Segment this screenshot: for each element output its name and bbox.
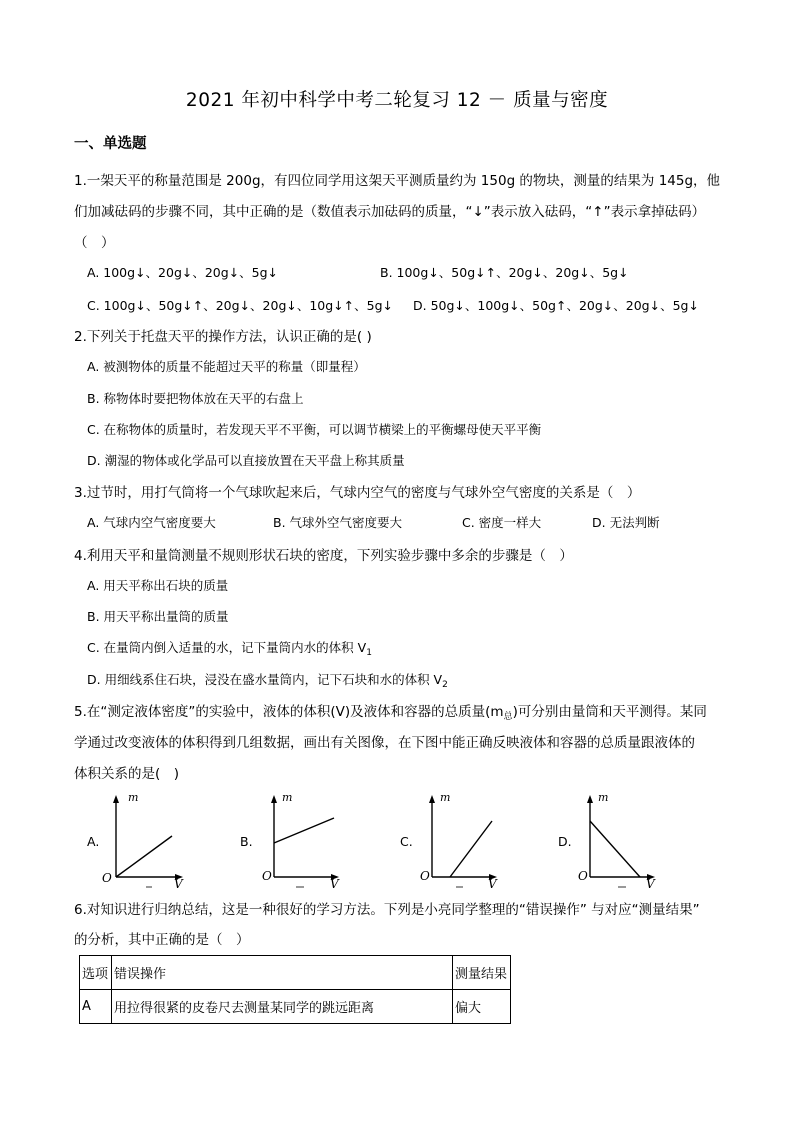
q4-option-c[interactable] [87, 638, 372, 663]
graph-d-line [590, 821, 640, 877]
q6-table [79, 955, 511, 1024]
q4-option-b[interactable]: B. 用天平称出量筒的质量 [87, 609, 229, 624]
q1-option-d[interactable]: D. 50g↓、100g↓、50g↑、20g↓、20g↓、5g↓ [413, 298, 699, 313]
q4-option-c-text: C. 在量筒内倒入适量的水，记下量筒内水的体积 V [87, 640, 367, 655]
q2-option-d[interactable]: D. 潮湿的物体或化学品可以直接放置在天平盘上称其质量 [87, 453, 405, 468]
q4-option-d[interactable] [87, 670, 448, 695]
graph-a-v-label: V [174, 877, 183, 891]
q4-option-a[interactable]: A. 用天平称出石块的质量 [87, 578, 229, 593]
table-header-operation: 错误操作 [112, 956, 453, 990]
graph-a-y-arrow [113, 795, 119, 803]
q1-stem-line-3: （ ） [74, 235, 115, 251]
table-cell-operation: 用拉得很紧的皮卷尺去测量某同学的跳远距离 [112, 990, 453, 1024]
table-row [80, 990, 511, 1024]
graph-a-origin: O [102, 871, 112, 885]
q5-graph-b-label[interactable]: B. [240, 834, 253, 849]
q6-stem-line-2: 的分析，其中正确的是（ ） [74, 932, 250, 948]
table-header-option: 选项 [80, 956, 112, 990]
q3-option-c[interactable]: C. 密度一样大 [462, 515, 542, 530]
q4-option-c-subscript: 1 [366, 648, 372, 658]
graph-b-y-arrow [271, 795, 277, 803]
q4-option-d-subscript: 2 [442, 680, 448, 690]
graph-a-m-label: m [128, 791, 139, 804]
table-cell-option: A [80, 990, 112, 1024]
q2-option-b[interactable]: B. 称物体时要把物体放在天平的右盘上 [87, 391, 304, 406]
q1-option-b[interactable]: B. 100g↓、50g↓↑、20g↓、20g↓、5g↓ [380, 265, 629, 280]
graph-d-m-label: m [598, 791, 609, 804]
graph-c-v-label: V [488, 877, 497, 891]
table-cell-result: 偏大 [453, 990, 511, 1024]
q3-option-a[interactable]: A. 气球内空气密度要大 [87, 515, 216, 530]
q5-stem-line-3: 体积关系的是( ) [74, 766, 180, 782]
q5-graph-d-svg [578, 793, 678, 891]
q5-graph-b-svg [262, 793, 362, 891]
q5-stem-line-1-text: 5.在“测定液体密度”的实验中，液体的体积(V)及液体和容器的总质量(m [74, 704, 504, 720]
q5-graph-b[interactable] [262, 793, 362, 891]
graph-d-y-arrow [587, 795, 593, 803]
graph-a-line [116, 836, 172, 877]
q5-stem-line-1 [74, 701, 707, 728]
page-title: 2021 年初中科学中考二轮复习 12 － 质量与密度 [185, 90, 609, 111]
graph-b-m-label: m [282, 791, 293, 804]
q5-stem-line-2: 学通过改变液体的体积得到几组数据，画出有关图像，在下图中能正确反映液体和容器的总质量跟液体的 [74, 735, 695, 751]
graph-c-line [450, 821, 492, 877]
graph-b-origin: O [262, 869, 272, 883]
q5-graph-c-svg [420, 793, 520, 891]
graph-d-v-label: V [646, 877, 655, 891]
graph-c-y-arrow [429, 795, 435, 803]
q1-option-c[interactable]: C. 100g↓、50g↓↑、20g↓、20g↓、10g↓↑、5g↓ [87, 298, 394, 313]
table-header-row [80, 956, 511, 990]
q5-graph-a-label[interactable]: A. [87, 834, 100, 849]
q5-graph-c[interactable] [420, 793, 520, 891]
q2-stem: 2.下列关于托盘天平的操作方法，认识正确的是( ) [74, 329, 372, 345]
q4-option-d-text: D. 用细线系住石块，浸没在盛水量筒内，记下石块和水的体积 V [87, 672, 443, 687]
q1-stem-line-1: 1.一架天平的称量范围是 200g，有四位同学用这架天平测质量约为 150g 的物块，测量的结果为 145g，他 [74, 173, 721, 189]
q5-stem-line-1-end: )可分别由量筒和天平测得。某同 [512, 704, 707, 720]
table-header-result: 测量结果 [453, 956, 511, 990]
graph-d-origin: O [578, 869, 588, 883]
q5-graph-a-svg [100, 793, 200, 891]
q5-mass-subscript: 总 [503, 712, 513, 722]
q1-stem-line-2: 们加减砝码的步骤不同，其中正确的是（数值表示加砝码的质量，“↓”表示放入砝码，“↑”表示拿掉砝码） [74, 204, 706, 220]
q3-option-b[interactable]: B. 气球外空气密度要大 [273, 515, 403, 530]
q3-stem: 3.过节时，用打气筒将一个气球吹起来后，气球内空气的密度与气球外空气密度的关系是（ ） [74, 485, 641, 501]
q3-option-d[interactable]: D. 无法判断 [592, 515, 660, 530]
q5-graph-c-label[interactable]: C. [400, 834, 413, 849]
graph-b-line [274, 818, 334, 843]
q5-graph-a[interactable] [100, 793, 200, 891]
q2-option-c[interactable]: C. 在称物体的质量时，若发现天平不平衡，可以调节横梁上的平衡螺母使天平平衡 [87, 422, 542, 437]
graph-c-origin: O [420, 869, 430, 883]
section-heading: 一、单选题 [74, 136, 147, 152]
graph-c-m-label: m [440, 791, 451, 804]
q6-stem-line-1: 6.对知识进行归纳总结，这是一种很好的学习方法。下列是小亮同学整理的“错误操作” 与对应“测量结果” [74, 902, 700, 918]
q1-option-a[interactable]: A. 100g↓、20g↓、20g↓、5g↓ [87, 265, 279, 280]
q2-option-a[interactable]: A. 被测物体的质量不能超过天平的称量（即量程） [87, 359, 366, 374]
q4-stem: 4.利用天平和量筒测量不规则形状石块的密度，下列实验步骤中多余的步骤是（ ） [74, 548, 573, 564]
q5-graph-d[interactable] [578, 793, 678, 891]
graph-b-v-label: V [330, 877, 339, 891]
q5-graph-d-label[interactable]: D. [558, 834, 572, 849]
